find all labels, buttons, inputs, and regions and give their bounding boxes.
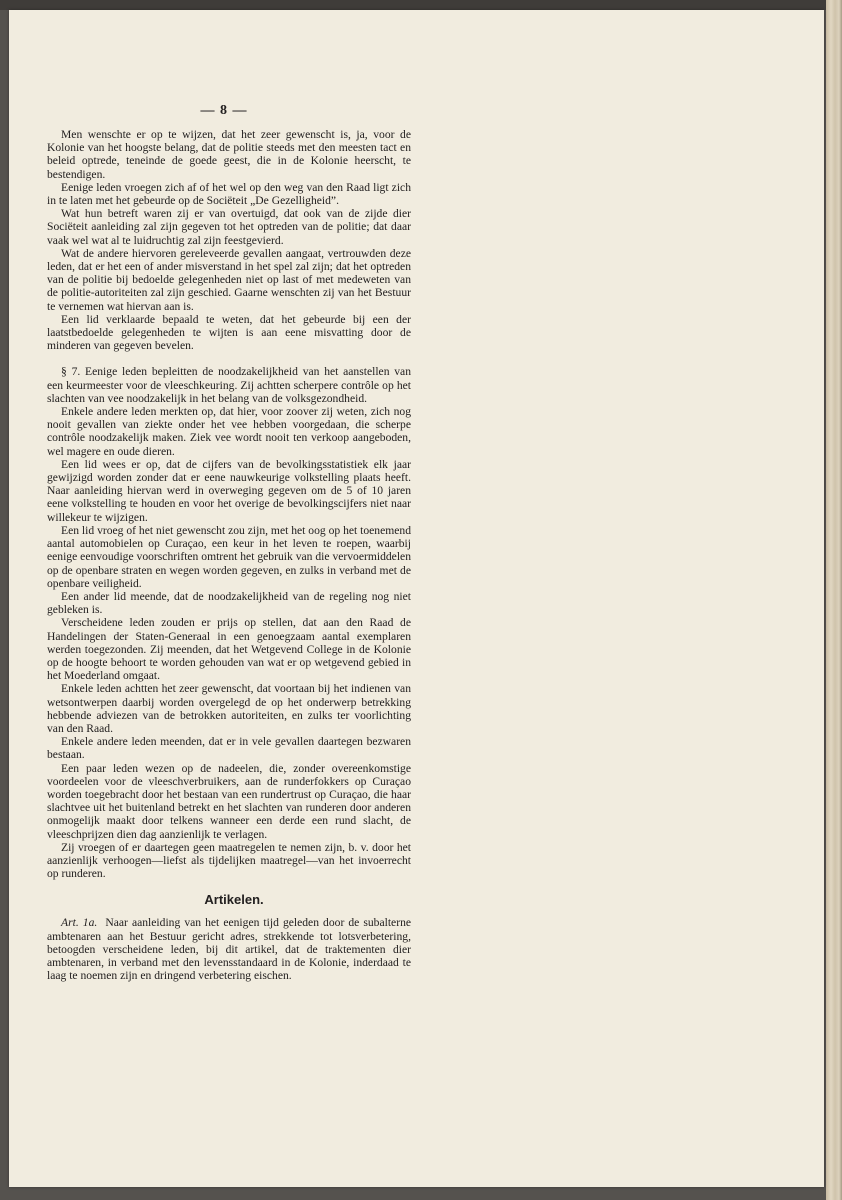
article-label: Art. 1a. <box>61 916 98 930</box>
paragraph: Enkele leden achtten het zeer gewenscht, dat voortaan bij het indienen van wetsontwerpen daarbij worden overgelegd de op het onderwerp betrekking hebbende adviezen van de betrokken autoriteiten, en zulks ter voorlichting van den Raad. <box>47 682 411 735</box>
paragraph: Zij vroegen of er daartegen geen maatregelen te nemen zijn, b. v. door het aanzienlijk verhoogen—liefst als tijdelijken maatregel—van het invoerrecht op runderen. <box>47 840 411 881</box>
document-page <box>9 10 824 1187</box>
scan-top-border <box>0 0 842 10</box>
paragraph: Enkele andere leden merkten op, dat hier, voor zoover zij weten, zich nog nooit gevallen van ziekte onder het vee hebben voorgedaan, die scherpe contrôle noodzakelijk maken. Ziek vee wordt nooit ten verkoop aangeboden, wel magere en oude dieren. <box>47 405 411 458</box>
section-gap <box>47 352 411 365</box>
paragraph-section-7: § 7. Eenige leden bepleitten de noodzakelijkheid van het aanstellen van een keurmeester voor de vleeschkeuring. Zij achtten scherpere contrôle op het slachten van vee noodzakelijk in het belang van de volksgezondheid. <box>47 365 411 405</box>
page-number: — 8 — <box>200 103 248 118</box>
paragraph: Enkele andere leden meenden, dat er in vele gevallen daartegen bezwaren bestaan. <box>47 735 411 762</box>
paragraph: Men wenschte er op te wijzen, dat het zeer gewenscht is, ja, voor de Kolonie van het hoogste belang, dat de politie steeds met den meesten tact en beleid optrede, teneinde de goede geest, die in de Kolonie heerscht, te bestendigen. <box>47 128 411 181</box>
article-paragraph <box>47 916 411 982</box>
article-text: Naar aanleiding van het eenigen tijd geleden door de subalterne ambtenaren aan het Bestuur gericht adres, strekkende tot lotsverbetering, betoogden verscheidene leden, bij dit artikel, dat de traktementen dier ambtenaren, in verband met den levensstandaard in de Kolonie, inderdaad te laag te noemen zijn en dringend verbetering eischen. <box>47 916 412 983</box>
paragraph: Wat de andere hiervoren gereleveerde gevallen aangaat, vertrouwden deze leden, dat er het een of ander misverstand in het spel zal zijn; dat het optreden van de politie bij bedoelde gelegenheden niet op last of met medeweten van de politie-autoriteiten zal zijn geschied. Gaarne wenschten zij van het Bestuur te vernemen wat hiervan aan is. <box>47 246 411 313</box>
paragraph: Wat hun betreft waren zij er van overtuigd, dat ook van de zijde dier Sociëteit aanleiding zal zijn gegeven tot het optreden van de politie; dat daar vaak wel wat al te luidruchtig zal zijn feestgevierd. <box>47 207 411 247</box>
paragraph: Een lid vroeg of het niet gewenscht zou zijn, met het oog op het toenemend aantal automobielen op Curaçao, een keur in het leven te roepen, waarbij eenige eenvoudige voorschriften omtrent het gebruik van die vervoermiddelen op de openbare straten en wegen worden gegeven, en zulks in verband met de openbare veiligheid. <box>47 523 411 590</box>
text-column <box>47 102 411 982</box>
paragraph: Een lid wees er op, dat de cijfers van de bevolkingsstatistiek elk jaar gewijzigd worden zonder dat er eene nauwkeurige volkstelling plaats heeft. Naar aanleiding hiervan werd in overweging gegeven om de 5 of 10 jaren eene volkstelling te houden en voor het overige de bevolkingscijfers niet naar willekeur te wijzigen. <box>47 457 411 524</box>
page-edge-stack <box>826 0 842 1200</box>
paragraph: Eenige leden vroegen zich af of het wel op den weg van den Raad ligt zich in te laten met het gebeurde op de Sociëteit „De Gezelligheid”. <box>47 180 411 208</box>
paragraph: Een paar leden wezen op de nadeelen, die, zonder overeenkomstige voordeelen voor de vleeschverbruikers, aan de runderfokkers op Curaçao worden toegebracht door het bestaan van een rundertrust op Curaçao, die haar slachtvee uit het buitenland betrekt en het slachten van runderen door anderen onmogelijk maakt door telkens wanneer een derde een rund slacht, de vleeschprijzen dien dag aanzienlijk te verlagen. <box>47 761 411 841</box>
section-heading: Artikelen. <box>204 892 264 908</box>
paragraph: Een lid verklaarde bepaald te weten, dat het gebeurde bij een der laatstbedoelde gelegenheden te wijten is aan eene misvatting door de minderen van gegeven bevelen. <box>47 312 411 353</box>
paragraph: Verscheidene leden zouden er prijs op stellen, dat aan den Raad de Handelingen der Staten-Generaal in een genoegzaam aantal exemplaren werden toegezonden. Zij meenden, dat het Wetgevend College in de Kolonie op de hoogte behoort te worden gehouden van wat er op wetgevend gebied in het Moederland omgaat. <box>47 616 411 683</box>
paragraph: Een ander lid meende, dat de noodzakelijkheid van de regeling nog niet gebleken is. <box>47 589 411 617</box>
